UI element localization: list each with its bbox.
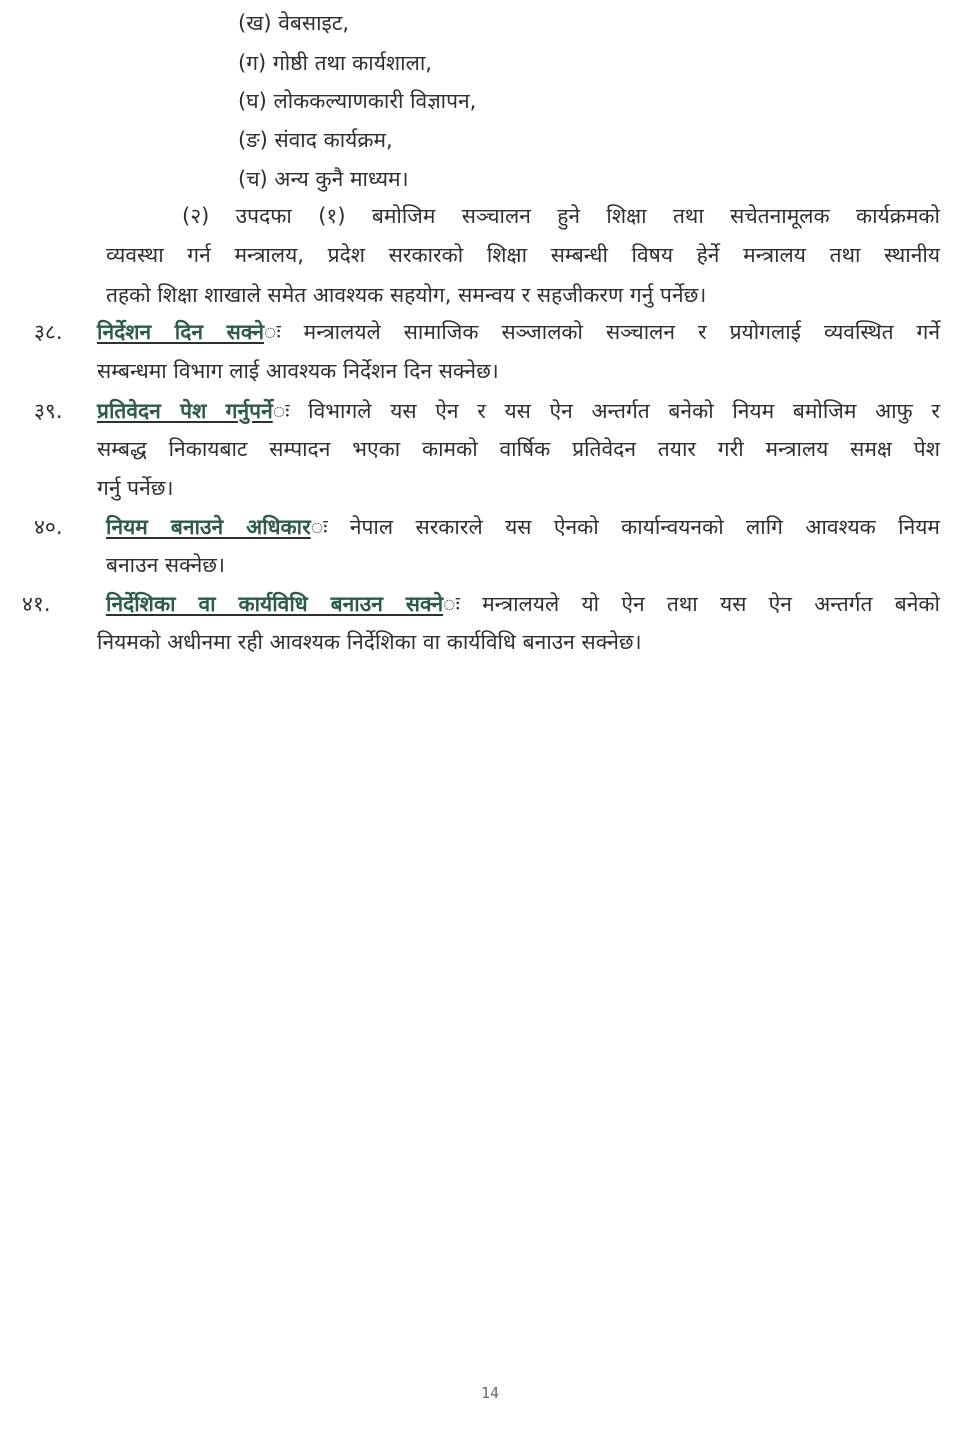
subsection-2-line-3: तहको शिक्षा शाखाले समेत आवश्यक सहयोग, समन्वय र सहजीकरण गर्नु पर्नेछ। (106, 283, 707, 307)
page-number: 14 (480, 1384, 500, 1402)
section-39-line-3: गर्नु पर्नेछ। (97, 476, 174, 500)
section-38-line-2: सम्बन्धमा विभाग लाई आवश्यक निर्देशन दिन सक्नेछ। (97, 359, 499, 383)
section-41-text: ः मन्त्रालयले यो ऐन तथा यस ऐन अन्तर्गत बनेको (443, 592, 940, 616)
section-40-text: ः नेपाल सरकारले यस ऐनको कार्यान्वयनको लागि आवश्यक नियम (310, 515, 940, 539)
subitem-gha: (घ) लोककल्याणकारी विज्ञापन, (238, 89, 477, 113)
section-39-line-1 (97, 396, 940, 426)
section-39-heading: प्रतिवेदन पेश गर्नुपर्ने (97, 399, 273, 423)
section-40-line-1 (106, 512, 940, 542)
section-38-text: ः मन्त्रालयले सामाजिक सञ्जालको सञ्चालन र प्रयोगलाई व्यवस्थित गर्ने (264, 320, 941, 344)
subsection-2-line-2: व्यवस्था गर्न मन्त्रालय, प्रदेश सरकारको शिक्षा सम्बन्धी विषय हेर्ने मन्त्रालय तथा स्थानीय (106, 243, 940, 267)
section-40-heading: नियम बनाउने अधिकार (106, 515, 311, 539)
section-41-heading: निर्देशिका वा कार्यविधि बनाउन सक्ने (106, 592, 444, 616)
section-number-38: ३८. (34, 320, 63, 344)
section-number-39: ३९. (34, 399, 63, 423)
section-40-line-2: बनाउन सक्नेछ। (106, 553, 225, 577)
subitem-ga: (ग) गोष्ठी तथा कार्यशाला, (238, 51, 432, 75)
subsection-2-line-1: (२) उपदफा (१) बमोजिम सञ्चालन हुने शिक्षा तथा सचेतनामूलक कार्यक्रमको (182, 204, 940, 228)
section-38-heading: निर्देशन दिन सक्ने (97, 320, 264, 344)
section-41-line-2: नियमको अधीनमा रही आवश्यक निर्देशिका वा कार्यविधि बनाउन सक्नेछ। (97, 630, 642, 654)
subitem-cha: (च) अन्य कुनै माध्यम। (238, 167, 409, 191)
subitem-nga: (ङ) संवाद कार्यक्रम, (238, 128, 393, 152)
section-41-line-1 (106, 589, 940, 619)
section-number-41: ४१. (22, 592, 51, 616)
section-number-40: ४०. (34, 515, 63, 539)
section-39-text: ः विभागले यस ऐन र यस ऐन अन्तर्गत बनेको नियम बमोजिम आफु र (272, 399, 941, 423)
section-38-line-1 (97, 317, 940, 347)
section-39-line-2: सम्बद्ध निकायबाट सम्पादन भएका कामको वार्षिक प्रतिवेदन तयार गरी मन्त्रालय समक्ष पेश (97, 437, 940, 461)
subitem-kha: (ख) वेबसाइट, (238, 11, 350, 35)
